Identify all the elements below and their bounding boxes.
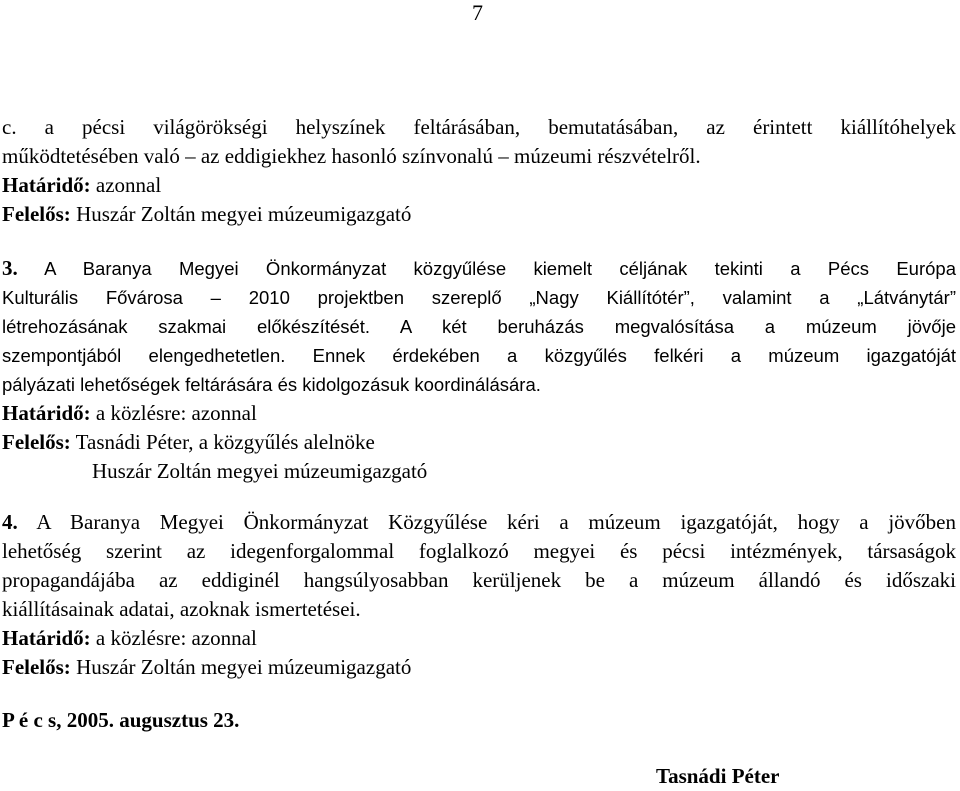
place-date-block (2, 706, 956, 735)
section-4-line-4: kiállításainak adatai, azoknak ismertetései. (2, 597, 361, 621)
place-date: P é c s, 2005. augusztus 23. (2, 708, 240, 732)
section-3-line-1-text: A Baranya Megyei Önkormányzat közgyűlése kiemelt céljának tekinti a Pécs Európa (17, 258, 956, 279)
section-c-line-1: c. a pécsi világörökségi helyszínek feltárásában, bemutatásában, az érintett kiállítóhelyek (2, 115, 956, 139)
section-3-line-5: pályázati lehetőségek feltárására és kidolgozásuk koordinálására. (2, 374, 541, 395)
responsible-label: Felelős: (2, 655, 71, 679)
page-number: 7 (472, 0, 483, 25)
section-3-responsible-2: Huszár Zoltán megyei múzeumigazgató (92, 459, 428, 483)
section-3-deadline (2, 399, 956, 428)
section-3-line-1 (2, 254, 956, 283)
section-4-deadline (2, 624, 956, 653)
deadline-value: a közlésre: azonnal (90, 626, 257, 650)
section-c-line-2: működtetésében való – az eddigiekhez hasonló színvonalú – múzeumi részvételről. (2, 144, 701, 168)
section-4-line-1-text: A Baranya Megyei Önkormányzat Közgyűlése kéri a múzeum igazgatóját, hogy a jövőben (17, 510, 956, 534)
section-4 (2, 508, 956, 682)
section-4-responsible (2, 653, 956, 682)
signature: Tasnádi Péter (656, 764, 780, 788)
responsible-value: Tasnádi Péter, a közgyűlés alelnöke (70, 430, 375, 454)
responsible-value: Huszár Zoltán megyei múzeumigazgató (70, 202, 412, 226)
section-3 (2, 254, 956, 486)
section-c (2, 113, 956, 229)
section-c-deadline (2, 171, 956, 200)
section-3-line-2: Kulturális Fővárosa – 2010 projektben szereplő „Nagy Kiállítótér”, valamint a „Látványtár” (2, 287, 956, 308)
deadline-label: Határidő: (2, 626, 91, 650)
responsible-label: Felelős: (2, 202, 71, 226)
deadline-label: Határidő: (2, 401, 91, 425)
section-3-number: 3. (2, 256, 18, 280)
deadline-value: a közlésre: azonnal (90, 401, 257, 425)
section-4-line-2: lehetőség szerint az idegenforgalommal foglalkozó megyei és pécsi intézmények, társaságok (2, 539, 956, 563)
section-4-line-3: propagandájába az eddiginél hangsúlyosabban kerüljenek be a múzeum állandó és időszaki (2, 568, 956, 592)
section-3-responsible (2, 428, 956, 457)
section-3-line-3: létrehozásának szakmai előkészítését. A két beruházás megvalósítása a múzeum jövője (2, 316, 956, 337)
section-4-number: 4. (2, 510, 18, 534)
section-c-responsible (2, 200, 956, 229)
responsible-value: Huszár Zoltán megyei múzeumigazgató (70, 655, 412, 679)
section-4-line-1 (2, 508, 956, 537)
deadline-label: Határidő: (2, 173, 91, 197)
deadline-value: azonnal (90, 173, 162, 197)
section-3-line-4: szempontjából elengedhetetlen. Ennek érdekében a közgyűlés felkéri a múzeum igazgatóját (2, 345, 956, 366)
responsible-label: Felelős: (2, 430, 71, 454)
